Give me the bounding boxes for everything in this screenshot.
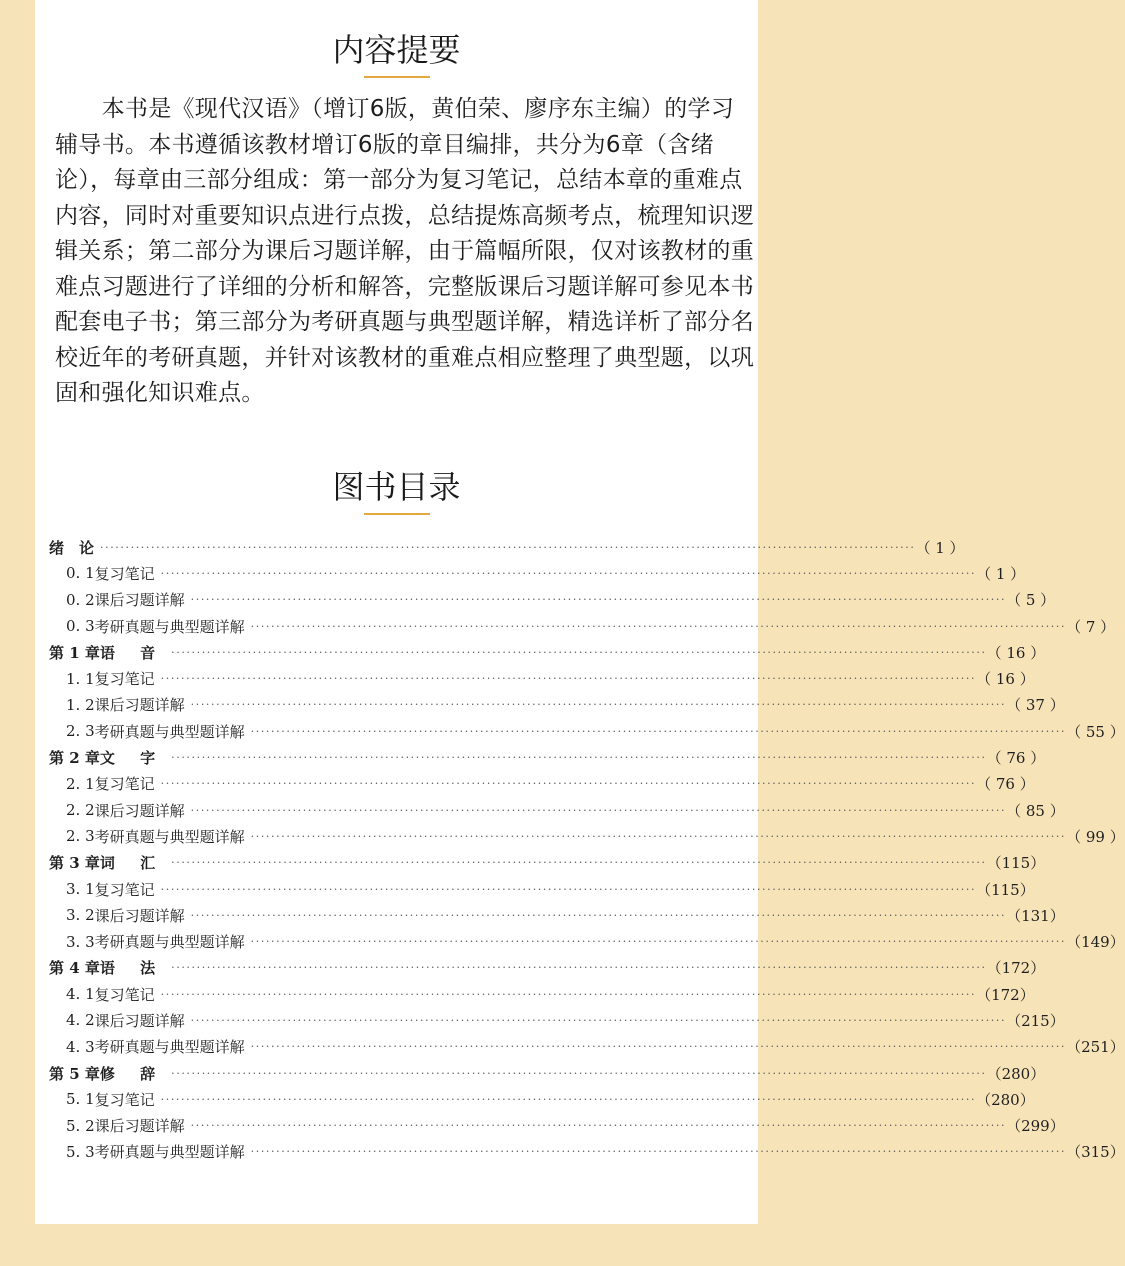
toc-entry-number: 5. 3: [66, 1142, 95, 1161]
toc-leader-dots: ································································································································································: [250, 829, 1067, 843]
summary-heading: 内容提要: [332, 31, 461, 69]
toc-entry-title: 语 音: [99, 643, 166, 662]
toc-entry-number: 1. 2: [66, 695, 95, 714]
toc-leader-dots: ································································································································································: [190, 593, 1007, 607]
toc-entry-page: （ 5 ）: [1006, 591, 1056, 610]
toc-entry-number: 第 4 章: [49, 959, 100, 978]
toc-section-row[interactable]: [49, 1086, 1035, 1112]
toc-leader-dots: ································································································································································: [250, 1145, 1067, 1159]
toc-section-row[interactable]: [49, 587, 1056, 613]
toc-leader-dots: ································································································································································: [250, 619, 1067, 633]
toc-entry-title: 复习笔记: [94, 564, 155, 583]
toc-leader-dots: ································································································································································: [190, 908, 1007, 922]
toc-entry-number: 第 1 章: [49, 643, 100, 662]
toc-leader-dots: ································································································································································: [160, 987, 977, 1001]
toc-entry-title: 绪 论: [49, 538, 95, 557]
toc-entry-number: 5. 1: [66, 1090, 95, 1109]
toc-entry-number: 3. 2: [66, 906, 95, 925]
toc-leader-dots: ································································································································································: [190, 698, 1007, 712]
toc-section-row[interactable]: [49, 1034, 1125, 1060]
toc-entry-number: 0. 1: [66, 564, 95, 583]
toc-entry-title: 考研真题与典型题详解: [94, 722, 245, 741]
toc-entry-number: 第 5 章: [49, 1064, 100, 1083]
toc-section-row[interactable]: [49, 1139, 1125, 1165]
summary-heading-underline: [364, 76, 430, 78]
toc-entry-page: （280）: [976, 1090, 1035, 1109]
toc-entry-title: 课后习题详解: [94, 1117, 185, 1136]
toc-entry-number: 3. 3: [66, 932, 95, 951]
toc-section-row[interactable]: [49, 718, 1125, 744]
toc-entry-page: （ 99 ）: [1066, 827, 1125, 846]
toc-entry-page: （ 55 ）: [1066, 722, 1125, 741]
toc-leader-dots: ································································································································································: [160, 777, 977, 791]
toc-section-row[interactable]: [49, 797, 1065, 823]
toc-heading: 图书目录: [332, 468, 461, 506]
toc-chapter-row[interactable]: [49, 955, 1046, 981]
toc-chapter-row[interactable]: [49, 1060, 1046, 1086]
toc-entry-title: 考研真题与典型题详解: [94, 827, 245, 846]
toc-entry-number: 5. 2: [66, 1116, 95, 1135]
toc-entry-title: 复习笔记: [94, 670, 155, 689]
toc-entry-page: （115）: [976, 880, 1035, 899]
toc-leader-dots: ································································································································································: [190, 1013, 1007, 1027]
toc-entry-page: （ 16 ）: [976, 670, 1035, 689]
toc-entry-page: （ 7 ）: [1066, 617, 1116, 636]
toc-entry-number: 第 3 章: [49, 854, 100, 873]
toc-entry-number: 2. 1: [66, 774, 95, 793]
toc-leader-dots: ································································································································································: [160, 882, 977, 896]
toc-entry-number: 0. 2: [66, 590, 95, 609]
toc-entry-page: （ 16 ）: [986, 643, 1046, 662]
toc-entry-title: 课后习题详解: [94, 591, 185, 610]
toc-entry-page: （251）: [1066, 1038, 1125, 1057]
toc-entry-number: 1. 1: [66, 669, 95, 688]
toc-section-row[interactable]: [49, 981, 1035, 1007]
toc-leader-dots: ································································································································································: [171, 751, 987, 765]
toc-entry-title: 复习笔记: [94, 775, 155, 794]
toc-leader-dots: ································································································································································: [190, 803, 1007, 817]
toc-entry-title: 复习笔记: [94, 1090, 155, 1109]
toc-leader-dots: ································································································································································: [250, 1040, 1067, 1054]
toc-entry-page: （ 37 ）: [1006, 696, 1065, 715]
toc-section-row[interactable]: [49, 902, 1065, 928]
toc-entry-title: 考研真题与典型题详解: [94, 1038, 245, 1057]
toc-entry-title: 课后习题详解: [94, 696, 185, 715]
toc-section-row[interactable]: [49, 771, 1035, 797]
content-sheet: [35, 0, 1125, 1224]
toc-entry-title: 考研真题与典型题详解: [94, 1143, 245, 1162]
toc-leader-dots: ································································································································································: [171, 856, 987, 870]
toc-chapter-row[interactable]: [49, 534, 965, 560]
toc-entry-title: 考研真题与典型题详解: [94, 617, 245, 636]
toc-entry-title: 文 字: [99, 749, 166, 768]
toc-entry-number: 4. 3: [66, 1037, 95, 1056]
toc-section-row[interactable]: [49, 823, 1125, 849]
toc-entry-number: 0. 3: [66, 617, 95, 636]
toc-chapter-row[interactable]: [49, 744, 1046, 770]
toc-entry-title: 课后习题详解: [94, 801, 185, 820]
toc-entry-title: 修 辞: [99, 1064, 166, 1083]
toc-entry-number: 2. 3: [66, 722, 95, 741]
toc-entry-page: （280）: [986, 1064, 1046, 1083]
toc-entry-title: 考研真题与典型题详解: [94, 933, 245, 952]
toc-entry-page: （172）: [986, 959, 1046, 978]
toc-leader-dots: ································································································································································: [171, 1066, 987, 1080]
toc-entry-title: 词 汇: [99, 854, 166, 873]
toc-entry-page: （172）: [976, 985, 1035, 1004]
toc-entry-page: （299）: [1006, 1117, 1065, 1136]
toc-section-row[interactable]: [49, 560, 1026, 586]
table-of-contents: [49, 534, 1125, 1165]
toc-leader-dots: ································································································································································: [160, 1092, 977, 1106]
toc-entry-page: （ 76 ）: [986, 749, 1046, 768]
toc-leader-dots: ································································································································································: [190, 1119, 1007, 1133]
toc-leader-dots: ································································································································································: [160, 672, 977, 686]
toc-chapter-row[interactable]: [49, 639, 1046, 665]
summary-text: 本书是《现代汉语》（增订6版，黄伯荣、廖序东主编）的学习辅导书。本书遵循该教材增订6版的章目编排，共分为6章（含绪论），每章由三部分组成：第一部分为复习笔记，总结本章的重难点内容，同时对重要知识点进行点拨，总结提炼高频考点，梳理知识逻辑关系；第二部分为课后习题详解，由于篇幅所限，仅对该教材的重难点习题进行了详细的分析和解答，完整版课后习题详解可参见本书配套电子书；第三部分为考研真题与典型题详解，精选详析了部分名校近年的考研真题，并针对该教材的重难点相应整理了典型题，以巩固和强化知识难点。: [55, 96, 754, 406]
toc-section-row[interactable]: [49, 876, 1035, 902]
toc-entry-page: （ 76 ）: [976, 775, 1035, 794]
toc-entry-number: 第 2 章: [49, 749, 100, 768]
toc-chapter-row[interactable]: [49, 850, 1046, 876]
toc-entry-page: （149）: [1066, 933, 1125, 952]
toc-entry-page: （315）: [1066, 1143, 1125, 1162]
toc-entry-number: 2. 3: [66, 827, 95, 846]
toc-entry-title: 复习笔记: [94, 880, 155, 899]
toc-entry-number: 3. 1: [66, 880, 95, 898]
toc-entry-title: 课后习题详解: [94, 906, 185, 925]
toc-entry-title: 课后习题详解: [94, 1011, 185, 1030]
toc-leader-dots: ································································································································································: [250, 724, 1067, 738]
toc-section-row[interactable]: [49, 1007, 1065, 1033]
toc-leader-dots: ································································································································································: [160, 566, 977, 580]
toc-leader-dots: ································································································································································: [171, 961, 987, 975]
toc-entry-title: 语 法: [99, 959, 166, 978]
toc-section-row[interactable]: [49, 692, 1065, 718]
toc-section-row[interactable]: [49, 928, 1125, 954]
toc-leader-dots: ································································································································································: [250, 935, 1067, 949]
toc-entry-number: 4. 1: [66, 985, 95, 1004]
toc-entry-page: （115）: [986, 854, 1046, 873]
toc-leader-dots: ································································································································································: [171, 645, 987, 659]
toc-entry-number: 2. 2: [66, 801, 95, 820]
toc-entry-page: （215）: [1006, 1011, 1065, 1030]
toc-section-row[interactable]: [49, 1113, 1065, 1139]
toc-section-row[interactable]: [49, 613, 1116, 639]
toc-entry-title: 复习笔记: [94, 985, 155, 1004]
toc-entry-page: （ 1 ）: [915, 538, 965, 557]
toc-leader-dots: ································································································································································: [100, 540, 916, 554]
toc-entry-page: （ 85 ）: [1006, 801, 1065, 820]
toc-entry-page: （ 1 ）: [976, 564, 1026, 583]
toc-heading-underline: [364, 513, 430, 515]
toc-entry-page: （131）: [1006, 906, 1065, 925]
toc-entry-number: 4. 2: [66, 1011, 95, 1030]
toc-section-row[interactable]: [49, 665, 1035, 691]
